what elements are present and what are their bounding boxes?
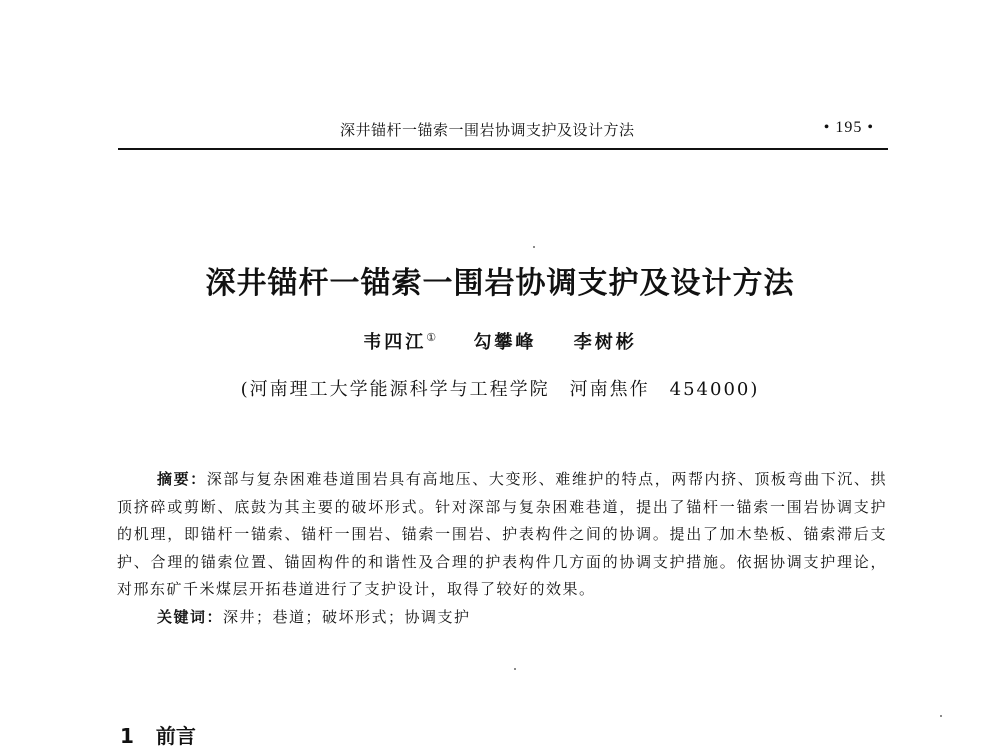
scan-speck — [514, 668, 516, 670]
author-1 — [363, 332, 436, 353]
section-number: 1 — [120, 724, 134, 748]
scan-speck — [940, 715, 942, 717]
article-title: 深井锚杆一锚索一围岩协调支护及设计方法 — [205, 266, 795, 301]
author-3 — [574, 332, 637, 353]
keywords-paragraph — [117, 604, 887, 632]
scan-speck — [533, 246, 535, 248]
page-number: • 195 • — [823, 119, 874, 136]
keywords-label: 关键词： — [157, 607, 224, 626]
running-title: 深井锚杆一锚索一围岩协调支护及设计方法 — [340, 121, 635, 139]
section-title: 前言 — [155, 724, 196, 748]
author-2 — [473, 332, 536, 353]
section-heading — [120, 720, 218, 749]
abstract-block — [117, 466, 887, 631]
abstract-label: 摘要： — [157, 470, 207, 488]
keywords-text: 深井；巷道；破坏形式；协调支护 — [223, 607, 471, 626]
author-name: 李树彬 — [573, 332, 637, 353]
affiliation: (河南理工大学能源科学与工程学院 河南焦作 454000) — [240, 379, 760, 400]
author-name: 勾攀峰 — [473, 332, 537, 353]
author-name: 韦四江 — [363, 332, 427, 353]
running-header — [118, 118, 888, 150]
author-list — [0, 328, 1000, 354]
abstract-paragraph — [117, 466, 887, 604]
footnote-mark: ① — [426, 331, 437, 344]
abstract-text: 深部与复杂困难巷道围岩具有高地压、大变形、难维护的特点，两帮内挤、顶板弯曲下沉、拱顶挤碎或剪断、底鼓为其主要的破坏形式。针对深部与复杂困难巷道，提出了锚杆一锚索一围岩协调支护的机理，即锚杆一锚索、锚杆一围岩、锚索一围岩、护表构件之间的协调。提出了加木垫板、锚索滞后支护、合理的锚索位置、锚固构件的和谐性及合理的护表构件几方面的协调支护措施。依据协调支护理论，对邢东矿千米煤层开拓巷道进行了支护设计，取得了较好的效果。 — [117, 470, 887, 598]
